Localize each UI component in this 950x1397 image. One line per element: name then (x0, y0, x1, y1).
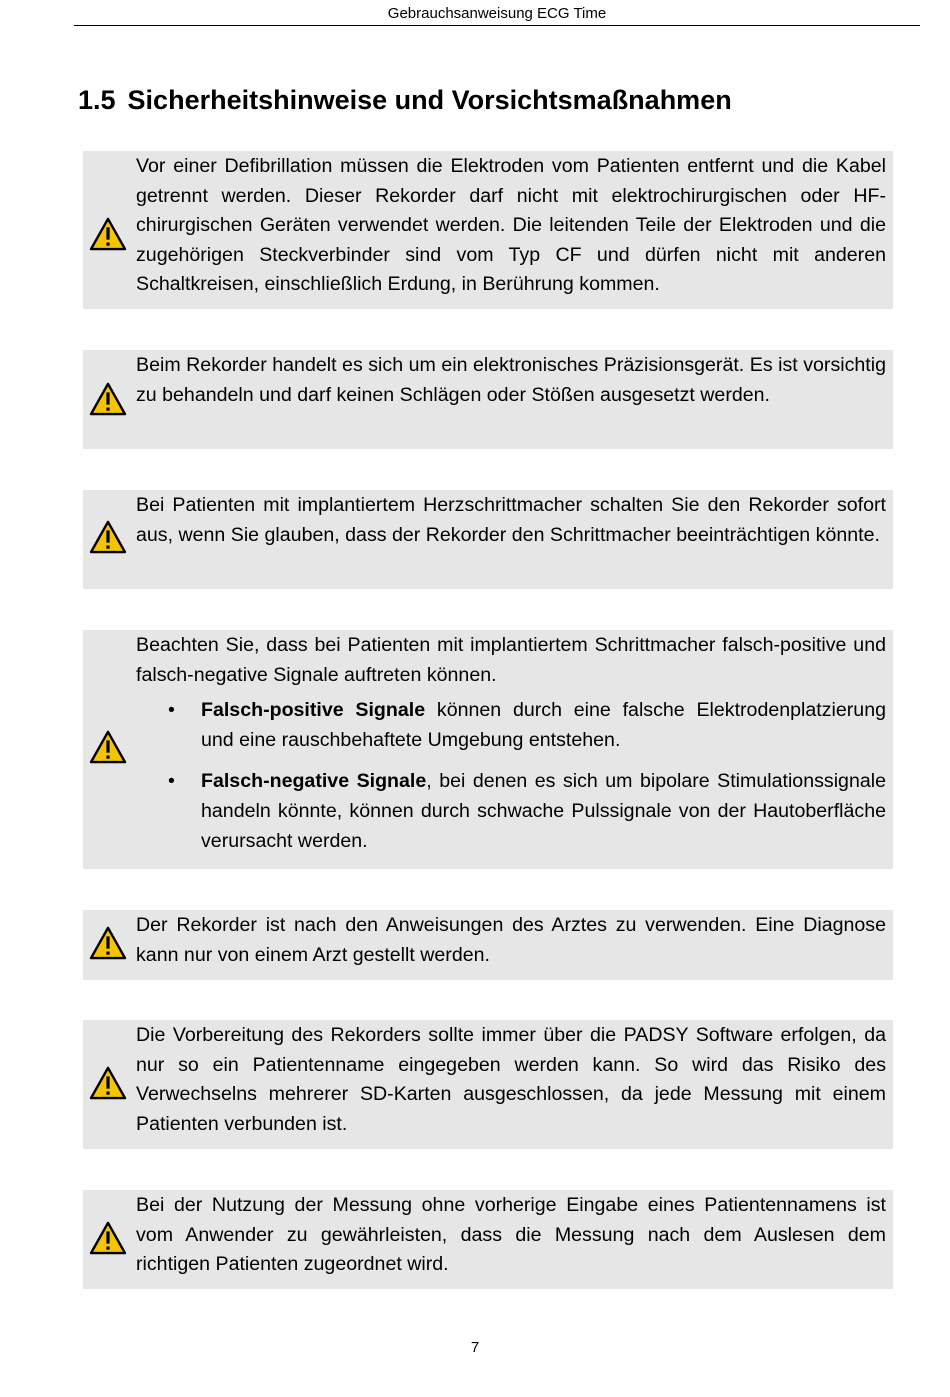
warning-triangle-icon (89, 926, 127, 960)
warning-text: Vor einer Defibrillation müssen die Elektroden vom Patienten entfernt und die Kabel getrennt werden. Dieser Rekorder darf nicht mit elektrochirurgischen oder HF-chirurgischen Geräten verwendet werden. Die leitenden Teile der Elektroden und die zugehörigen Steckverbinder sind vom Typ CF und dürfen nicht mit anderen Schaltkreisen, einschließlich Erdung, in Berührung kommen. (136, 155, 886, 296)
warning-box (83, 910, 893, 980)
page-header: Gebrauchsanweisung ECG Time (387, 5, 607, 22)
warning-triangle-icon (89, 520, 127, 554)
bullet-icon: • (168, 699, 175, 722)
warning-triangle-icon (89, 382, 127, 416)
warning-text: Beim Rekorder handelt es sich um ein elektronisches Präzisionsgerät. Es ist vorsichtig zu behandeln und darf keinen Schlägen oder Stößen ausgesetzt werden. (136, 354, 886, 406)
warning-triangle-icon (89, 217, 127, 251)
section-number: 1.5 (78, 85, 116, 115)
warning-text: Die Vorbereitung des Rekorders sollte immer über die PADSY Software erfolgen, da nur so ein Patientenname eingegeben werden kann. So wird das Risiko des Verwechselns mehrerer SD-Karten ausgeschlossen, da jede Messung mit einem Patienten verbunden ist. (136, 1024, 886, 1135)
warning-box (83, 151, 893, 309)
warning-triangle-icon (89, 730, 127, 764)
warning-text: Der Rekorder ist nach den Anweisungen des Arztes zu verwenden. Eine Diagnose kann nur von einem Arzt gestellt werden. (136, 914, 886, 966)
section-title-text: Sicherheitshinweise und Vorsichtsmaßnahmen (127, 85, 732, 115)
warning-text (136, 631, 886, 868)
header-rule (74, 25, 920, 26)
list-item (136, 696, 886, 755)
bullet-text: können durch eine falsche Elektrodenplatzierung und eine rauschbehaftete Umgebung entstehen. (201, 699, 886, 751)
bullet-term: Falsch-positive Signale (201, 699, 426, 722)
warning-box (83, 350, 893, 449)
bullet-list (136, 696, 886, 856)
bullet-text: , bei denen es sich um bipolare Stimulationssignale handeln könnte, können durch schwache Pulssignale von der Hautoberfläche verursacht werden. (201, 770, 886, 852)
warning-intro: Beachten Sie, dass bei Patienten mit implantiertem Schrittmacher falsch-positive und falsch-negative Signale auftreten können. (136, 634, 886, 686)
warning-text: Bei Patienten mit implantiertem Herzschrittmacher schalten Sie den Rekorder sofort aus, wenn Sie glauben, dass der Rekorder den Schrittmacher beeinträchtigen könnte. (136, 494, 886, 546)
warning-box (83, 1190, 893, 1289)
warning-triangle-icon (89, 1221, 127, 1255)
page-number: 7 (470, 1339, 480, 1356)
warning-text: Bei der Nutzung der Messung ohne vorherige Eingabe eines Patientennamens ist vom Anwender zu gewährleisten, dass die Messung nach dem Auslesen dem richtigen Patienten zugeordnet wird. (136, 1194, 886, 1276)
warning-box (83, 490, 893, 589)
bullet-icon: • (168, 770, 175, 793)
warning-box (83, 1020, 893, 1149)
section-title (78, 82, 732, 118)
warning-triangle-icon (89, 1066, 127, 1100)
warning-box (83, 630, 893, 869)
bullet-term: Falsch-negative Signale (201, 770, 427, 793)
list-item (136, 767, 886, 856)
